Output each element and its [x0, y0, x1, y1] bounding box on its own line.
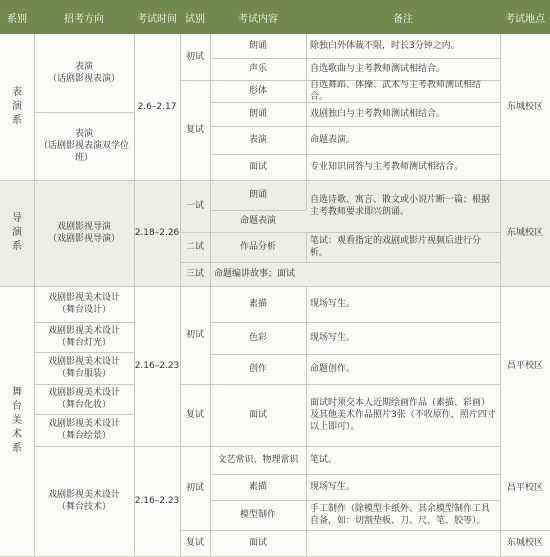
acting-content-3: 形体: [248, 86, 267, 96]
acting-direction-1: 表演 （话剧影视表演）: [47, 62, 120, 84]
stage-art-tech-note-3: 手工制作（除模型卡纸外、其余模型制作工具自备，如：切割垫板、刀、尺、笔、胶等）。: [310, 504, 491, 526]
stage-art-dept-label: 舞 台 美 术 系: [12, 387, 22, 454]
acting-content-6: 面试: [248, 162, 267, 172]
directing-dept-label: 导 演 系: [12, 213, 22, 252]
acting-dept-label: 表 演 系: [12, 87, 22, 126]
directing-direction: 戏剧影视导演 （戏剧影视导演）: [47, 222, 120, 244]
header-round: 试别: [180, 0, 211, 34]
acting-round-retest: 复试: [185, 125, 204, 135]
stage-art-direction-2: 戏剧影视美术设计 （舞台灯光）: [47, 326, 120, 348]
stage-art-exam-time-1: 2.16–2.23: [134, 361, 180, 371]
stage-art-note-4: 面试时须交本人近期绘画作品（素描、彩画）及其他美术作品照片3张（不收原作，照片四寸以上即可）。: [310, 398, 496, 432]
stage-art-direction-3: 戏剧影视美术设计 （舞台服装）: [47, 357, 120, 379]
acting-note-2: 自选歌曲与主考教师测试相结合。: [310, 64, 446, 74]
stage-art-round-retest: 复试: [185, 410, 204, 420]
directing-round-2: 二试: [185, 242, 204, 252]
stage-art-exam-time-2: 2.16–2.23: [134, 496, 180, 506]
acting-exam-time: 2.6–2.17: [137, 102, 177, 112]
directing-r2-content: 作品分析: [239, 242, 276, 252]
directing-location: 东城校区: [506, 228, 543, 238]
acting-content-4: 朗诵: [248, 109, 267, 119]
directing-exam-time: 2.18–2.26: [134, 228, 180, 238]
stage-art-location-2: 昌平校区: [506, 483, 543, 493]
stage-art-round-retest-2: 复试: [185, 538, 204, 548]
stage-art-content-4: 面试: [248, 410, 267, 420]
stage-art-tech-content-4: 面试: [248, 538, 267, 548]
directing-r1-content-2: 命题表演: [239, 216, 276, 226]
stage-art-content-3: 创作: [248, 364, 267, 374]
stage-art-tech-note-2: 现场写生。: [310, 482, 356, 492]
acting-content-5: 表演: [248, 135, 267, 145]
stage-art-location-3: 东城校区: [506, 538, 543, 548]
header-time: 考试时间: [134, 0, 181, 34]
acting-note-4: 戏剧独白与主考教师测试相结合。: [310, 109, 446, 119]
acting-note-1: 除独白外体裁不限，时长3分钟之内。: [310, 41, 460, 51]
directing-r1-note: 自选诗歌、寓言、散文或小说片断一篇；根据主考教师要求即兴朗诵。: [310, 195, 491, 217]
stage-art-round-initial-2: 初试: [185, 483, 204, 493]
acting-content-2: 声乐: [248, 64, 267, 74]
header-dept: 系别: [0, 0, 35, 34]
stage-art-note-2: 现场写生。: [310, 333, 356, 343]
stage-art-content-2: 色彩: [248, 333, 267, 343]
stage-art-round-initial: 初试: [185, 330, 204, 340]
acting-note-6: 专业知识问答与主考教师测试相结合。: [310, 162, 464, 172]
header-content: 考试内容: [210, 0, 307, 34]
stage-art-tech-content-1: 文艺常识、物理常识: [217, 455, 299, 465]
stage-art-tech-content-3: 模型制作: [239, 510, 276, 520]
stage-art-direction-1: 戏剧影视美术设计 （舞台设计）: [47, 293, 120, 315]
directing-round-1: 一试: [185, 201, 204, 211]
acting-note-3: 自选舞蹈、体操、武术与主考教师测试相结合。: [310, 80, 482, 102]
stage-art-tech-note-1: 笔试。: [310, 455, 338, 465]
header-location: 考试地点: [500, 0, 550, 34]
stage-art-direction-4: 戏剧影视美术设计 （舞台化妆）: [47, 388, 120, 410]
stage-art-note-3: 命题创作。: [310, 364, 356, 374]
header-direction: 招考方向: [34, 0, 135, 34]
directing-r2-note: 笔试：观看指定的戏剧或影片视频后进行分析。: [310, 236, 482, 258]
directing-r3-content: 命题编讲故事；面试: [214, 269, 296, 279]
stage-art-note-1: 现场写生。: [310, 299, 356, 309]
acting-content-1: 朗诵: [248, 41, 267, 51]
directing-round-3: 三试: [185, 269, 204, 279]
acting-direction-2: 表演 （话剧影视表演双学位 班）: [38, 129, 129, 163]
stage-art-tech-content-2: 素描: [248, 482, 267, 492]
header-notes: 备注: [306, 0, 501, 34]
stage-art-location-1: 昌平校区: [506, 361, 543, 371]
acting-note-5: 命题表演。: [310, 135, 356, 145]
acting-location: 东城校区: [506, 102, 543, 112]
stage-art-content-1: 素描: [248, 299, 267, 309]
directing-r1-content: 朗诵: [248, 190, 267, 200]
stage-art-direction-tech: 戏剧影视美术设计 （舞台技术）: [47, 490, 120, 512]
stage-art-direction-5: 戏剧影视美术设计 （舞台绘景）: [47, 419, 120, 441]
acting-round-initial: 初试: [185, 52, 204, 62]
